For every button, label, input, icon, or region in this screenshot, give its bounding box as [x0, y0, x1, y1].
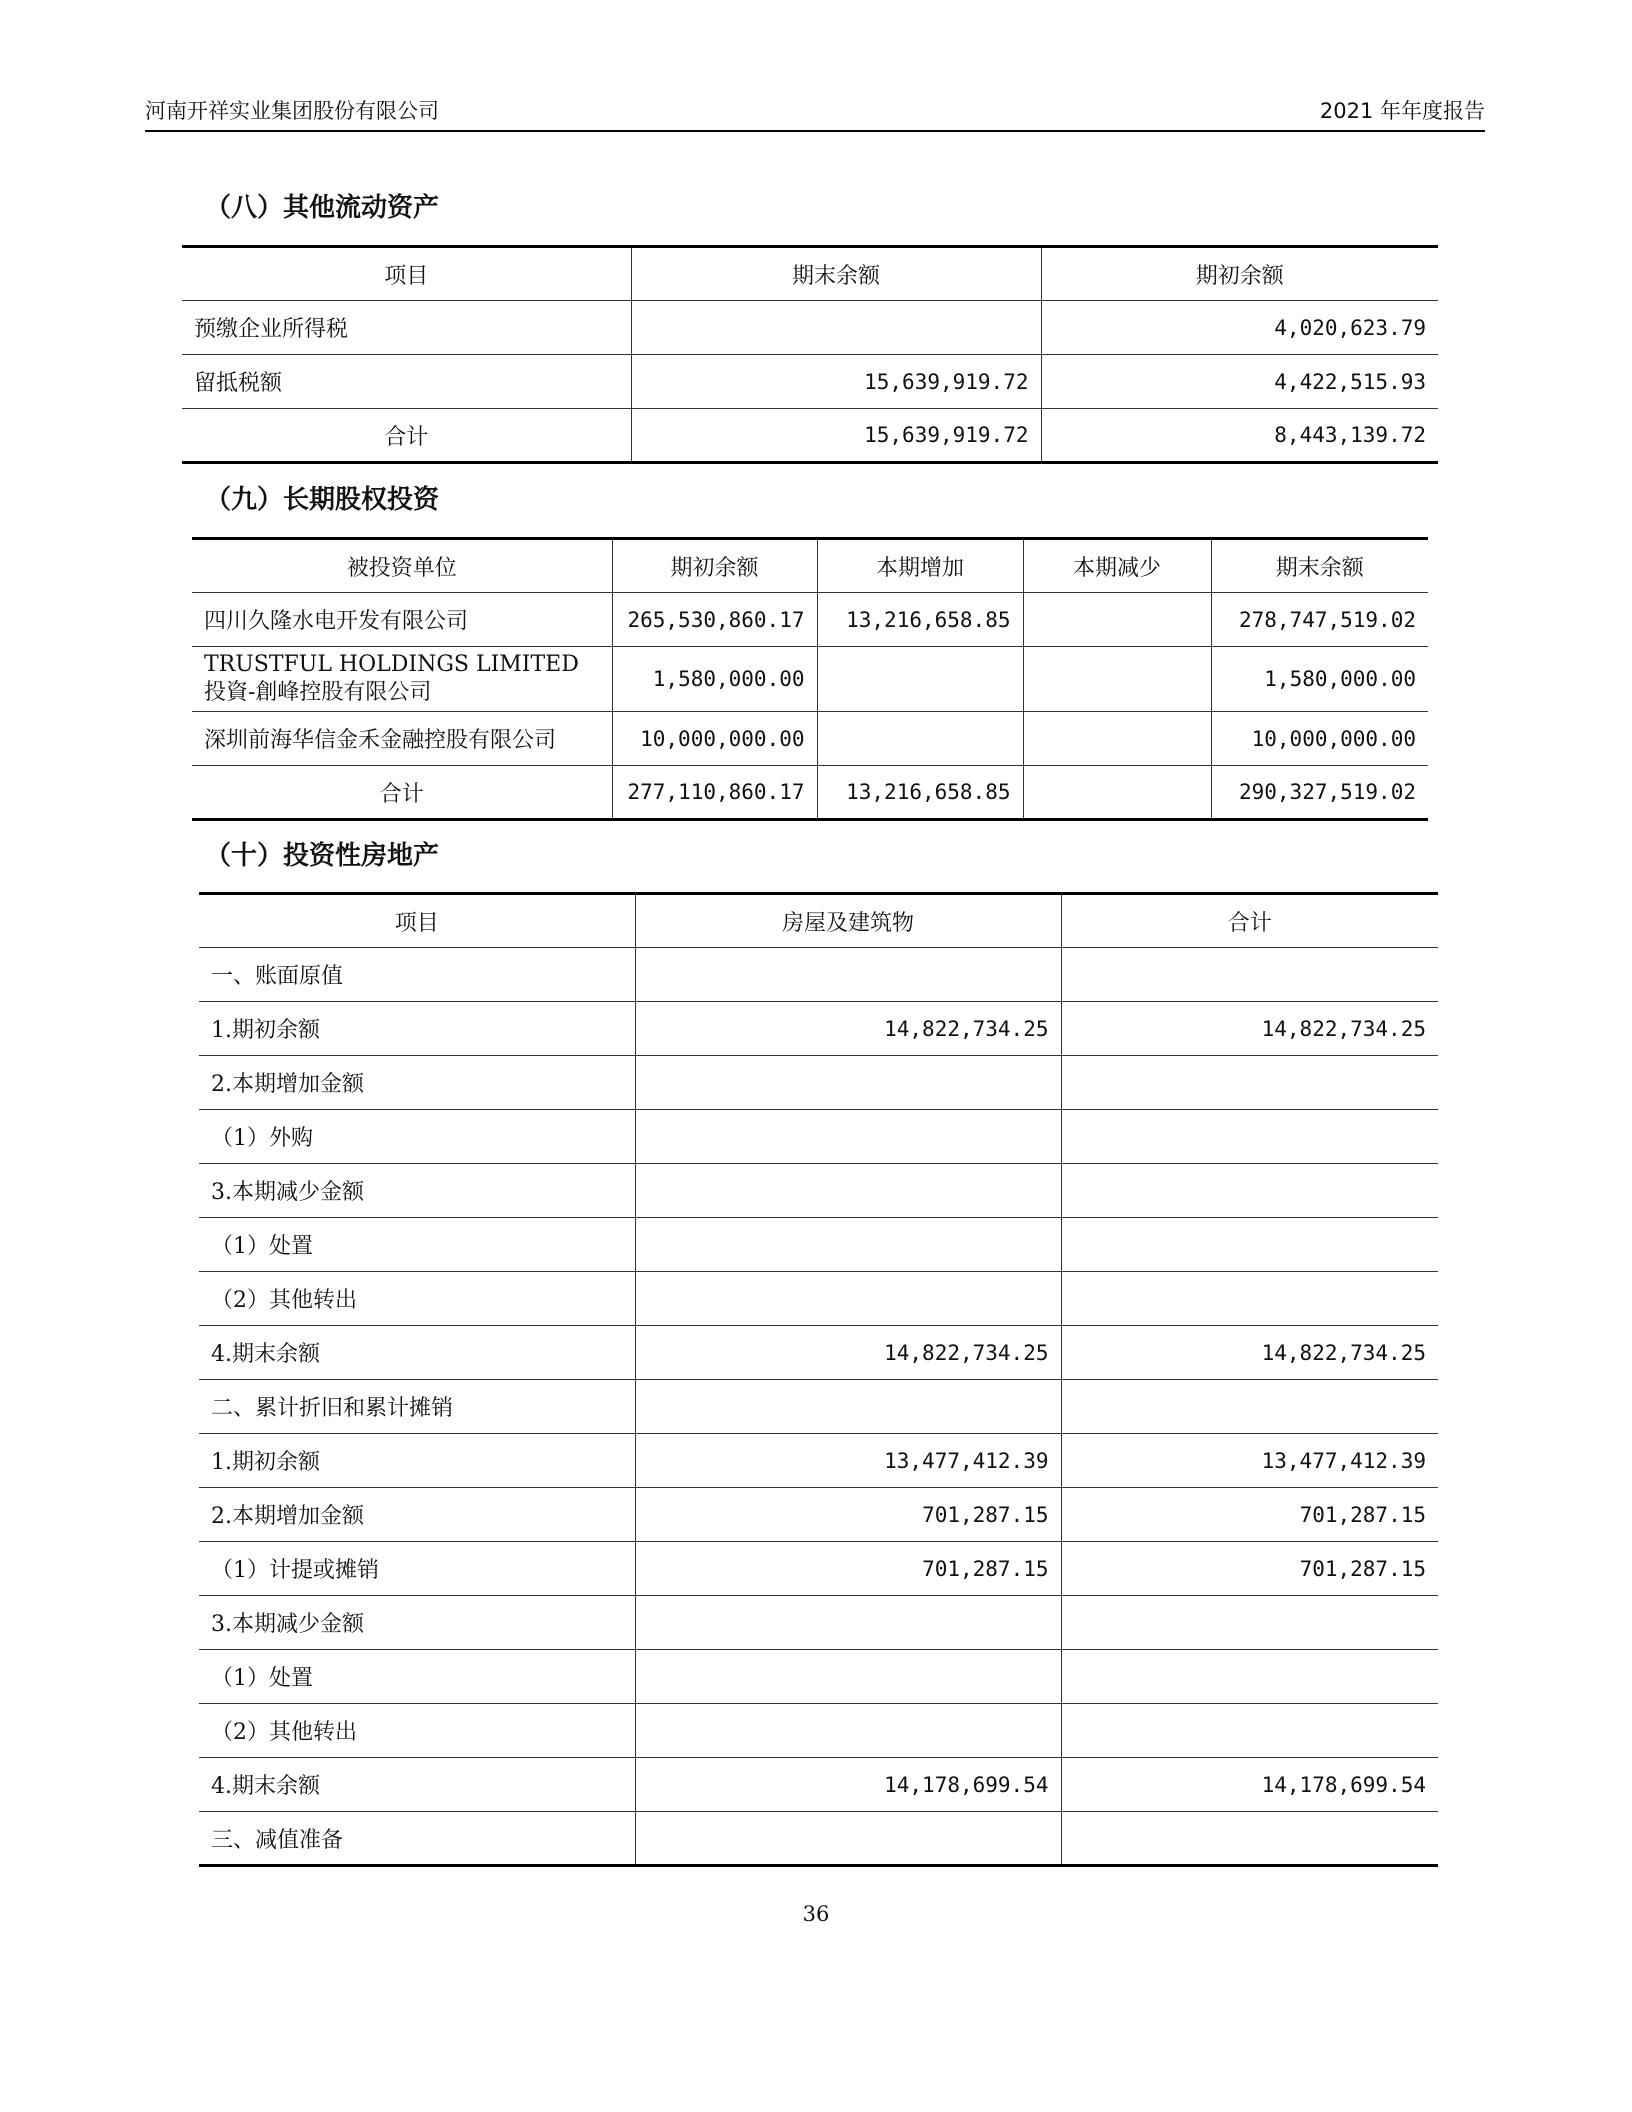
row-label: 4.期末余额: [199, 1326, 635, 1380]
cell-total: [1061, 1218, 1438, 1272]
cell-building: [635, 1272, 1061, 1326]
cell-end: 278,747,519.02: [1211, 593, 1428, 647]
column-header: 项目: [199, 894, 635, 948]
row-label: （2）其他转出: [199, 1704, 635, 1758]
cell-building: [635, 1596, 1061, 1650]
table-row: [199, 1758, 1438, 1812]
cell-end: 15,639,919.72: [631, 409, 1041, 463]
table-row: [192, 647, 1428, 712]
cell-building: 14,178,699.54: [635, 1758, 1061, 1812]
table-row: [199, 1326, 1438, 1380]
page-header: [145, 92, 1485, 132]
cell-total: [1061, 1704, 1438, 1758]
section9-title: （九）长期股权投资: [205, 485, 440, 515]
cell-add: 13,216,658.85: [817, 766, 1023, 820]
total-row: [192, 766, 1428, 820]
cell-building: [635, 1704, 1061, 1758]
table-header-row: [199, 894, 1438, 948]
investment-property-table: [199, 892, 1438, 1867]
table-row: [199, 1056, 1438, 1110]
long-term-equity-investment-table: [192, 537, 1428, 821]
row-label: （1）外购: [199, 1110, 635, 1164]
cell-building: 701,287.15: [635, 1488, 1061, 1542]
cell-minus: [1023, 712, 1211, 766]
column-header: 项目: [182, 247, 631, 301]
cell-total: 14,822,734.25: [1061, 1326, 1438, 1380]
cell-minus: [1023, 766, 1211, 820]
cell-end: 290,327,519.02: [1211, 766, 1428, 820]
cell-add: [817, 647, 1023, 712]
cell-building: 14,822,734.25: [635, 1002, 1061, 1056]
other-current-assets-table: [182, 245, 1438, 464]
table-row: [199, 1164, 1438, 1218]
cell-building: 14,822,734.25: [635, 1326, 1061, 1380]
row-label: 3.本期减少金额: [199, 1164, 635, 1218]
cell-begin: 4,020,623.79: [1041, 301, 1438, 355]
row-label: （1）处置: [199, 1650, 635, 1704]
column-header: 被投资单位: [192, 539, 612, 593]
table-row: [199, 1110, 1438, 1164]
cell-minus: [1023, 593, 1211, 647]
cell-building: 13,477,412.39: [635, 1434, 1061, 1488]
table-row: [199, 1380, 1438, 1434]
row-label: 1.期初余额: [199, 1434, 635, 1488]
cell-total: 701,287.15: [1061, 1542, 1438, 1596]
table-header-row: [182, 247, 1438, 301]
cell-total: 13,477,412.39: [1061, 1434, 1438, 1488]
row-label: 1.期初余额: [199, 1002, 635, 1056]
table-row: [192, 593, 1428, 647]
cell-total: [1061, 948, 1438, 1002]
cell-minus: [1023, 647, 1211, 712]
row-label: 2.本期增加金额: [199, 1488, 635, 1542]
table-row: [199, 1812, 1438, 1866]
column-header: 期末余额: [631, 247, 1041, 301]
cell-add: 13,216,658.85: [817, 593, 1023, 647]
cell-building: [635, 1110, 1061, 1164]
cell-building: [635, 1218, 1061, 1272]
row-label: 4.期末余额: [199, 1758, 635, 1812]
report-title: 2021 年年度报告: [1319, 99, 1485, 123]
table-row: [199, 1218, 1438, 1272]
column-header: 本期减少: [1023, 539, 1211, 593]
table-row: [199, 1596, 1438, 1650]
cell-total: [1061, 1380, 1438, 1434]
cell-total: [1061, 1650, 1438, 1704]
investee-name: 四川久隆水电开发有限公司: [192, 593, 612, 647]
column-header: 期末余额: [1211, 539, 1428, 593]
cell-begin: 4,422,515.93: [1041, 355, 1438, 409]
row-label: 一、账面原值: [199, 948, 635, 1002]
total-row: [182, 409, 1438, 463]
table-row: [182, 301, 1438, 355]
cell-end: [631, 301, 1041, 355]
cell-end: 15,639,919.72: [631, 355, 1041, 409]
cell-total: 701,287.15: [1061, 1488, 1438, 1542]
section10-title: （十）投资性房地产: [205, 841, 440, 871]
cell-end: 1,580,000.00: [1211, 647, 1428, 712]
cell-end: 10,000,000.00: [1211, 712, 1428, 766]
investee-name: TRUSTFUL HOLDINGS LIMITED 投資-創峰控股有限公司: [192, 647, 612, 712]
cell-begin: 265,530,860.17: [612, 593, 817, 647]
column-header: 本期增加: [817, 539, 1023, 593]
cell-building: [635, 1056, 1061, 1110]
table-row: [199, 1542, 1438, 1596]
row-label: （2）其他转出: [199, 1272, 635, 1326]
cell-building: [635, 1164, 1061, 1218]
company-name: 河南开祥实业集团股份有限公司: [145, 99, 439, 123]
cell-begin: 8,443,139.72: [1041, 409, 1438, 463]
table-row: [199, 948, 1438, 1002]
row-label: 3.本期减少金额: [199, 1596, 635, 1650]
row-label: 合计: [182, 409, 631, 463]
row-label: 留抵税额: [182, 355, 631, 409]
row-label: （1）计提或摊销: [199, 1542, 635, 1596]
cell-begin: 277,110,860.17: [612, 766, 817, 820]
cell-building: [635, 1650, 1061, 1704]
row-label: 二、累计折旧和累计摊销: [199, 1380, 635, 1434]
table-row: [199, 1272, 1438, 1326]
cell-building: 701,287.15: [635, 1542, 1061, 1596]
section8-title: （八）其他流动资产: [205, 193, 440, 223]
cell-building: [635, 1812, 1061, 1866]
investee-name: 合计: [192, 766, 612, 820]
column-header: 房屋及建筑物: [635, 894, 1061, 948]
table-row: [199, 1488, 1438, 1542]
table-header-row: [192, 539, 1428, 593]
cell-total: 14,822,734.25: [1061, 1002, 1438, 1056]
table-row: [199, 1002, 1438, 1056]
cell-total: [1061, 1596, 1438, 1650]
table-row: [199, 1434, 1438, 1488]
column-header: 合计: [1061, 894, 1438, 948]
cell-total: [1061, 1272, 1438, 1326]
cell-total: [1061, 1110, 1438, 1164]
cell-total: [1061, 1056, 1438, 1110]
cell-total: [1061, 1812, 1438, 1866]
table-row: [182, 355, 1438, 409]
cell-total: 14,178,699.54: [1061, 1758, 1438, 1812]
cell-begin: 10,000,000.00: [612, 712, 817, 766]
row-label: 预缴企业所得税: [182, 301, 631, 355]
investee-name: 深圳前海华信金禾金融控股有限公司: [192, 712, 612, 766]
column-header: 期初余额: [612, 539, 817, 593]
row-label: 2.本期增加金额: [199, 1056, 635, 1110]
column-header: 期初余额: [1041, 247, 1438, 301]
cell-building: [635, 1380, 1061, 1434]
cell-building: [635, 948, 1061, 1002]
page-number: 36: [802, 1902, 830, 1926]
table-row: [192, 712, 1428, 766]
row-label: 三、减值准备: [199, 1812, 635, 1866]
cell-add: [817, 712, 1023, 766]
table-row: [199, 1650, 1438, 1704]
row-label: （1）处置: [199, 1218, 635, 1272]
cell-begin: 1,580,000.00: [612, 647, 817, 712]
cell-total: [1061, 1164, 1438, 1218]
table-row: [199, 1704, 1438, 1758]
